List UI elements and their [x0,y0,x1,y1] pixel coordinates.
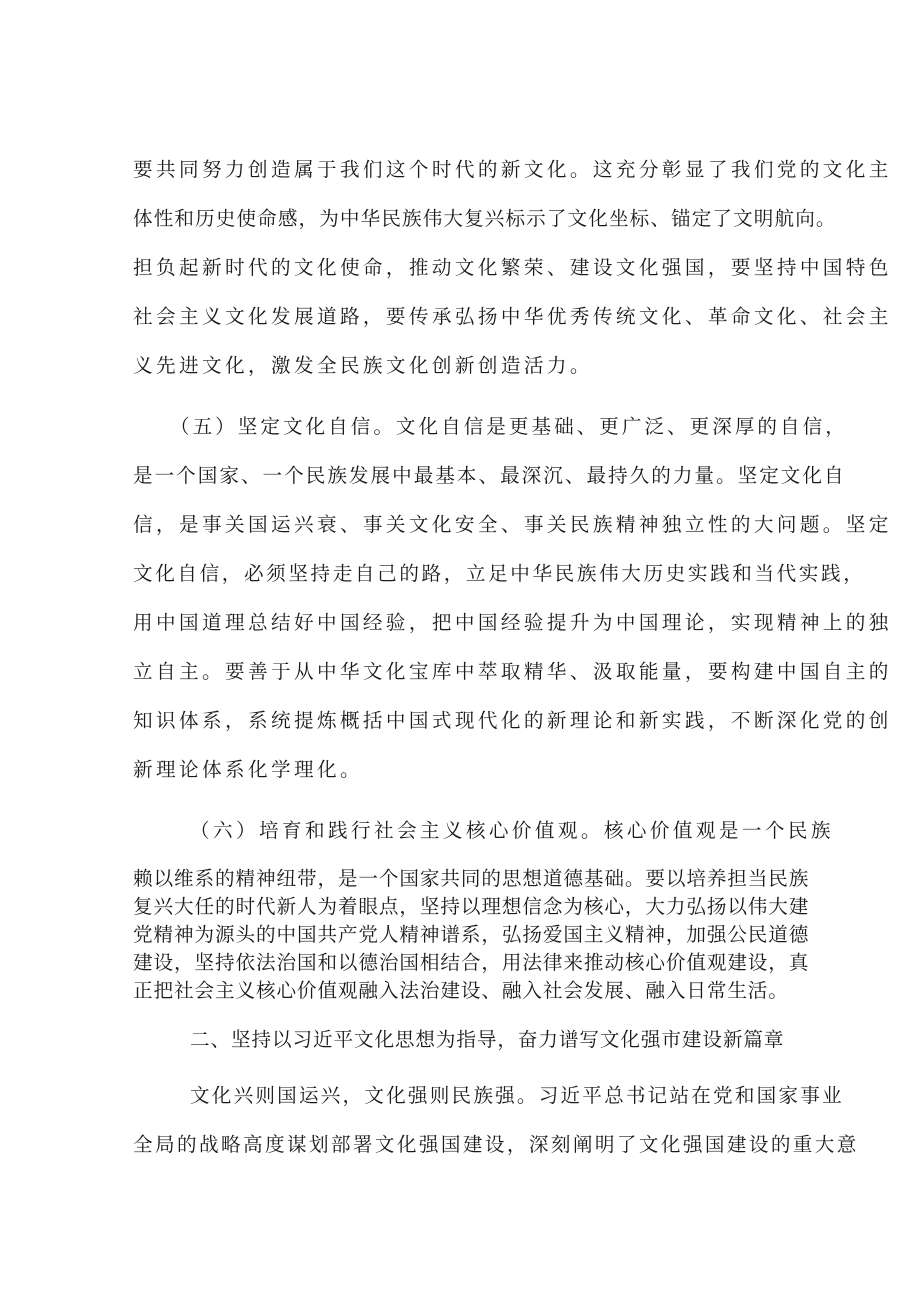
text-line: （五）坚定文化自信。文化自信是更基础、更广泛、更深厚的自信， [170,415,848,438]
text-line: 担负起新时代的文化使命，推动文化繁荣、建设文化强国，要坚持中国特色 [133,256,892,279]
text-line: 社会主义文化发展道路，要传承弘扬中华优秀传统文化、革命文化、社会主 [133,305,892,328]
text-line: 体性和历史使命感，为中华民族伟大复兴标示了文化坐标、锚定了文明航向。 [133,207,837,230]
text-line: 是一个国家、一个民族发展中最基本、最深沉、最持久的力量。坚定文化自 [133,464,846,487]
text-line: 要共同努力创造属于我们这个时代的新文化。这充分彰显了我们党的文化主 [133,158,892,181]
text-line: 义先进文化，激发全民族文化创新创造活力。 [133,354,593,377]
text-line: 正把社会主义核心价值观融入法治建设、融入社会发展、融入日常生活。 [133,979,789,1002]
text-line: （六）培育和践行社会主义核心价值观。核心价值观是一个民族 [190,819,834,842]
text-line: 复兴大任的时代新人为着眼点，坚持以理想信念为核心，大力弘扬以伟大建 [133,895,810,918]
text-line: 党精神为源头的中国共产党人精神谱系，弘扬爱国主义精神，加强公民道德 [133,923,810,946]
section-heading-two: 二、坚持以习近平文化思想为指导，奋力谱写文化强市建设新篇章 [190,1028,785,1051]
text-line: 信，是事关国运兴衰、事关文化安全、事关民族精神独立性的大问题。坚定 [133,513,892,536]
text-line: 新理论体系化学理化。 [133,758,363,781]
text-line: 赖以维系的精神纽带，是一个国家共同的思想道德基础。要以培养担当民族 [133,867,810,890]
text-line: 用中国道理总结好中国经验，把中国经验提升为中国理论，实现精神上的独 [133,611,892,634]
text-line: 文化兴则国运兴，文化强则民族强。习近平总书记站在党和国家事业 [190,1084,844,1107]
text-line: 文化自信，必须坚持走自己的路，立足中华民族伟大历史实践和当代实践， [133,562,866,585]
text-line: 全局的战略高度谋划部署文化强国建设，深刻阐明了文化强国建设的重大意 [133,1133,859,1156]
text-line: 立自主。要善于从中华文化宝库中萃取精华、汲取能量，要构建中国自主的 [133,660,892,683]
text-line: 建设，坚持依法治国和以德治国相结合，用法律来推动核心价值观建设，真 [133,951,810,974]
text-line: 知识体系，系统提炼概括中国式现代化的新理论和新实践，不断深化党的创 [133,709,892,732]
